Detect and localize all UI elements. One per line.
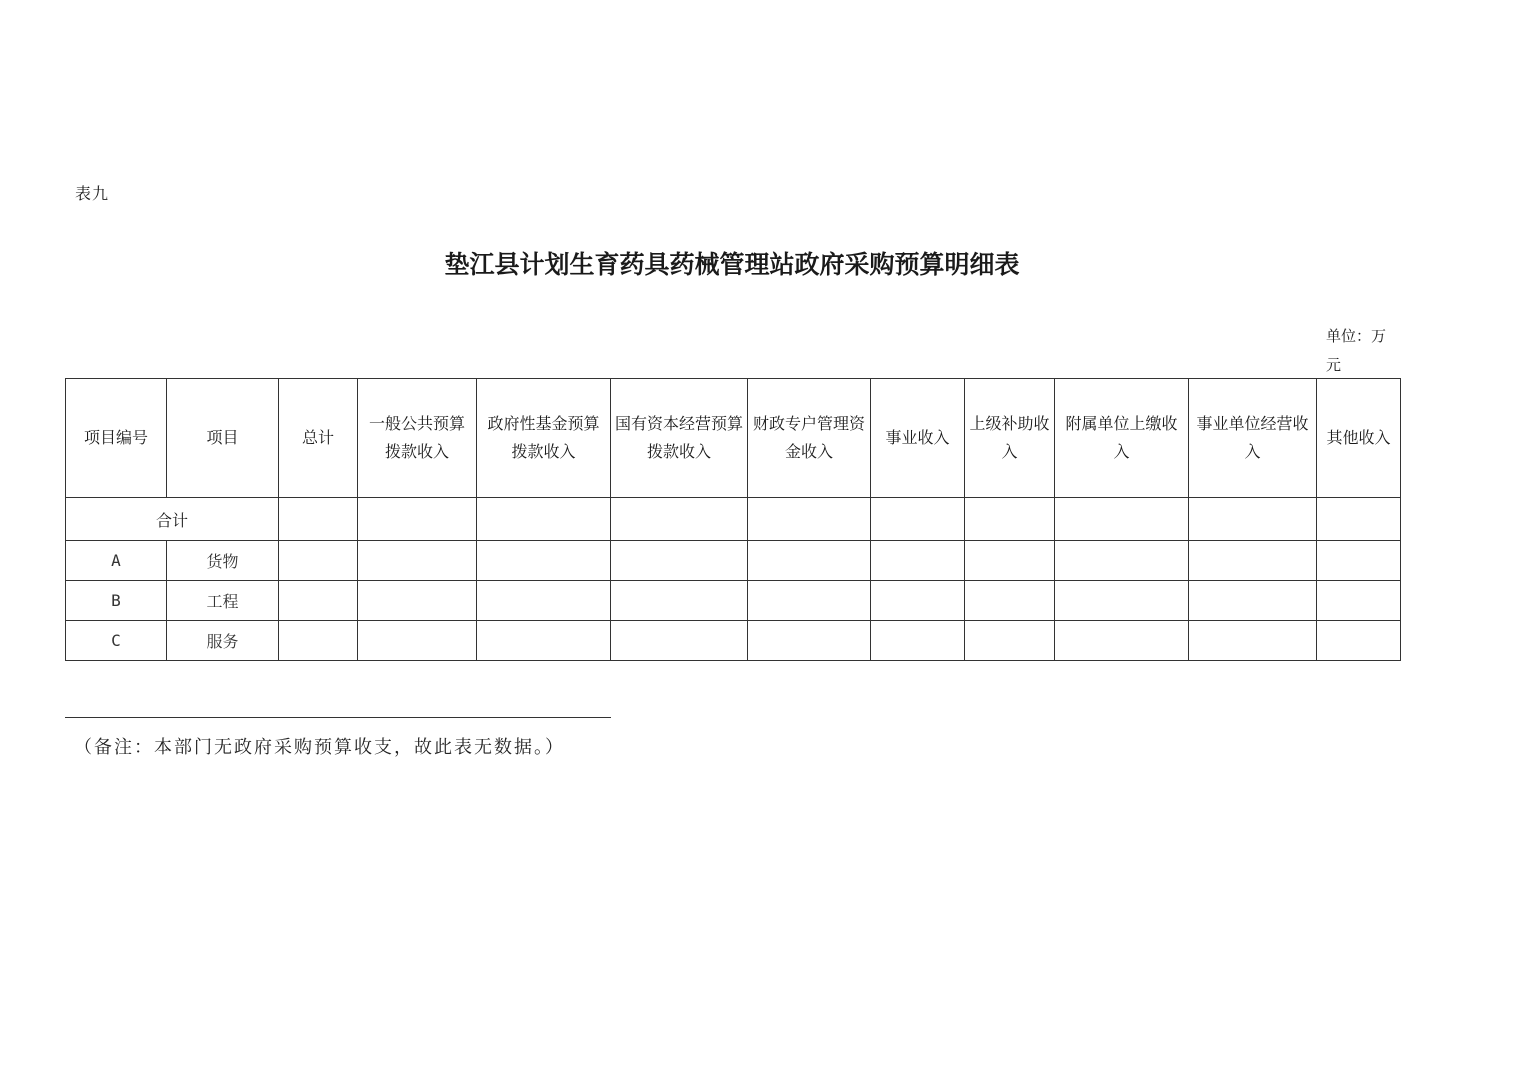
table-cell <box>871 498 965 541</box>
table-row <box>66 621 1401 661</box>
total-label-cell: 合计 <box>66 498 279 541</box>
document-title: 垫江县计划生育药具药械管理站政府采购预算明细表 <box>444 250 1020 279</box>
header-cell: 总计 <box>279 379 358 498</box>
header-cell: 事业单位经营收入 <box>1189 379 1317 498</box>
table-cell <box>358 581 477 621</box>
header-cell: 其他收入 <box>1317 379 1401 498</box>
table-cell <box>358 621 477 661</box>
item-code-cell: B <box>66 581 167 621</box>
item-name-cell: 服务 <box>167 621 279 661</box>
table-cell <box>279 498 358 541</box>
table-cell <box>1189 541 1317 581</box>
table-cell <box>1055 498 1189 541</box>
table-cell <box>871 541 965 581</box>
header-cell: 国有资本经营预算拨款收入 <box>611 379 748 498</box>
footnote: （备注：本部门无政府采购预算收支，故此表无数据。） <box>74 737 565 758</box>
table-cell <box>1189 581 1317 621</box>
header-cell: 项目编号 <box>66 379 167 498</box>
table-cell <box>1317 581 1401 621</box>
table-cell <box>1189 498 1317 541</box>
table-cell <box>477 581 611 621</box>
table-cell <box>358 541 477 581</box>
table-cell <box>965 541 1055 581</box>
table-cell <box>748 541 871 581</box>
table-header-row <box>66 379 1401 498</box>
table-cell <box>1317 541 1401 581</box>
table-cell <box>965 498 1055 541</box>
table-cell <box>477 621 611 661</box>
table-row <box>66 541 1401 581</box>
header-cell: 一般公共预算拨款收入 <box>358 379 477 498</box>
table-cell <box>965 621 1055 661</box>
table-cell <box>965 581 1055 621</box>
unit-label: 单位：万元 <box>1326 327 1387 374</box>
table-cell <box>1055 541 1189 581</box>
table-cell <box>871 581 965 621</box>
note-divider <box>65 717 611 718</box>
table-number-label: 表九 <box>75 184 110 203</box>
table-cell <box>1317 621 1401 661</box>
table-cell <box>748 498 871 541</box>
header-cell: 项目 <box>167 379 279 498</box>
header-cell: 财政专户管理资金收入 <box>748 379 871 498</box>
table-cell <box>477 498 611 541</box>
table-cell <box>279 581 358 621</box>
header-cell: 上级补助收入 <box>965 379 1055 498</box>
table-cell <box>611 498 748 541</box>
item-code-cell: C <box>66 621 167 661</box>
table-cell <box>279 541 358 581</box>
table-cell <box>611 541 748 581</box>
table-row <box>66 581 1401 621</box>
header-cell: 附属单位上缴收入 <box>1055 379 1189 498</box>
table-cell <box>358 498 477 541</box>
header-cell: 政府性基金预算拨款收入 <box>477 379 611 498</box>
table-total-row <box>66 498 1401 541</box>
table-cell <box>611 621 748 661</box>
table-cell <box>748 581 871 621</box>
table-cell <box>1317 498 1401 541</box>
table-cell <box>279 621 358 661</box>
item-name-cell: 货物 <box>167 541 279 581</box>
table-cell <box>748 621 871 661</box>
header-cell: 事业收入 <box>871 379 965 498</box>
table-cell <box>1055 621 1189 661</box>
item-name-cell: 工程 <box>167 581 279 621</box>
table-cell <box>611 581 748 621</box>
table-cell <box>871 621 965 661</box>
item-code-cell: A <box>66 541 167 581</box>
table-cell <box>1055 581 1189 621</box>
table-cell <box>477 541 611 581</box>
table-cell <box>1189 621 1317 661</box>
procurement-budget-table <box>65 378 1401 661</box>
